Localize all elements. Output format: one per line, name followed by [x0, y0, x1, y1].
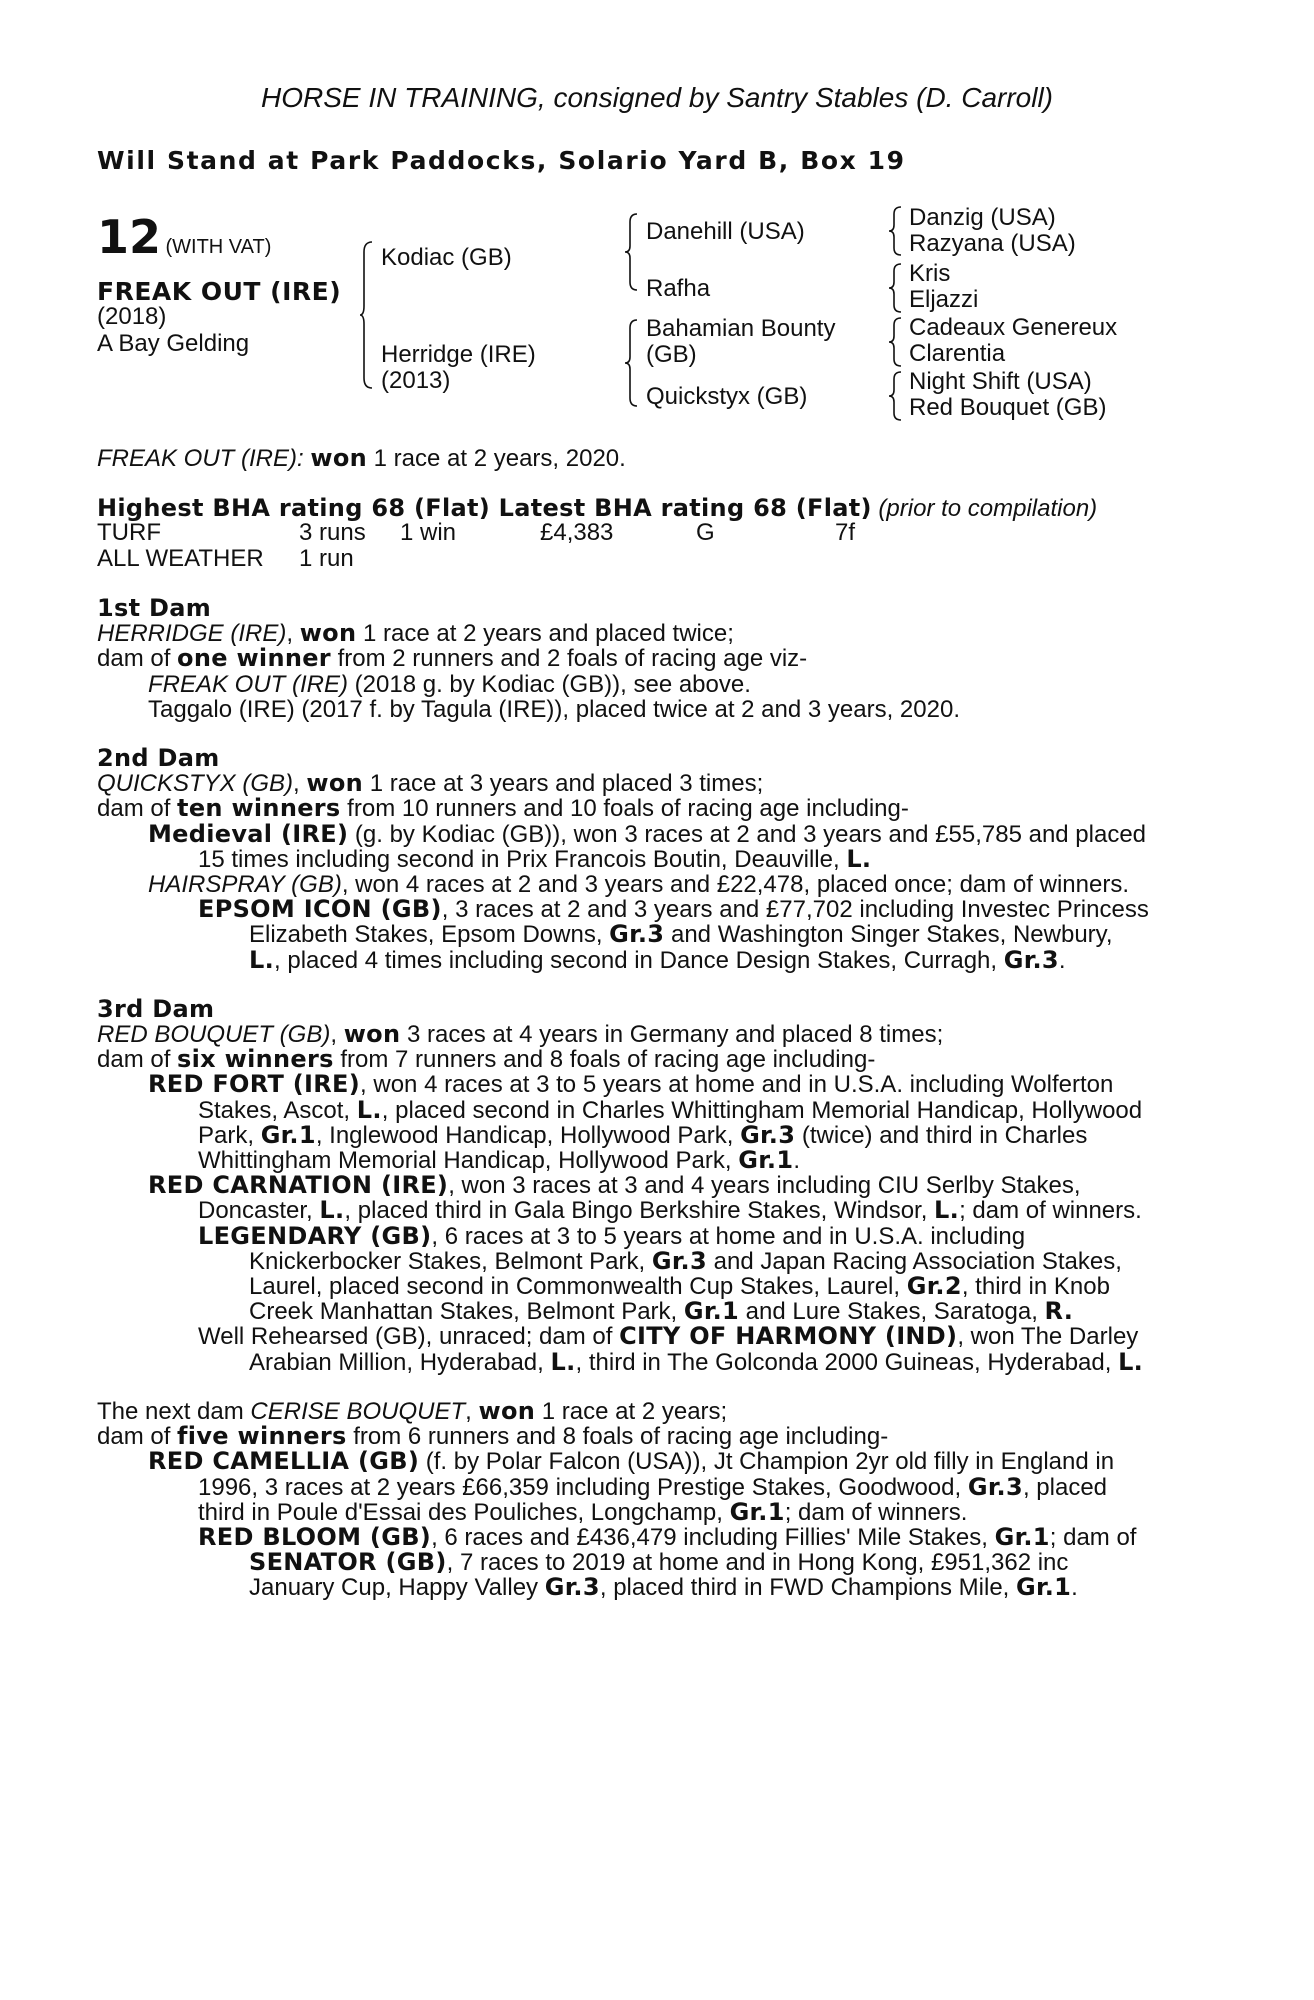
pedigree-dam-sire: Bahamian Bounty — [646, 315, 836, 342]
rating-latest: Latest BHA rating 68 (Flat) — [490, 494, 872, 522]
dam3-text: 3 races at 4 years in Germany and placed 8 times; — [400, 1021, 944, 1049]
dam2-won: won — [306, 769, 364, 798]
dam1-winners: one winner — [177, 644, 331, 673]
next-dam-line — [97, 1396, 1197, 1425]
next-dam-grade: Gr.1 — [729, 1497, 785, 1526]
next-dam-grade: Gr.1 — [994, 1522, 1050, 1551]
pedigree-sire: Kodiac (GB) — [381, 244, 512, 271]
dam2-line — [97, 796, 1197, 821]
dam3-grade: Gr.3 — [740, 1120, 796, 1149]
next-dam-produce-name: RED BLOOM (GB) — [198, 1522, 432, 1551]
dam3-text: , won The Darley — [957, 1323, 1139, 1351]
page-title: HORSE IN TRAINING, consigned by Santry Stables (D. Carroll) — [260, 82, 1053, 113]
dam2-line — [97, 819, 1197, 848]
dam1-text: 1 race at 2 years and placed twice; — [356, 620, 734, 648]
dam3-line — [97, 1198, 1197, 1223]
dam3-text: , placed third in Gala Bingo Berkshire Stakes, Windsor, — [344, 1197, 935, 1225]
next-dam-text: , 7 races to 2019 at home and in Hong Kong, £951,362 inc — [446, 1549, 1069, 1577]
pedigree-dam-dam: Quickstyx (GB) — [646, 383, 808, 410]
dam2-line — [97, 844, 1197, 873]
dam3-text: from 7 runners and 8 foals of racing age including- — [333, 1046, 876, 1074]
horse-name: FREAK OUT (IRE) — [97, 277, 342, 306]
dam2-grade: L. — [249, 945, 275, 974]
dam2-grade: Gr.3 — [609, 920, 665, 949]
lot-number: 12 — [97, 210, 162, 264]
next-dam-name: CERISE BOUQUET — [250, 1397, 466, 1425]
next-dam-line — [97, 1497, 1197, 1526]
pedigree-brace-dd — [889, 370, 903, 422]
pedigree-gen3-4: Eljazzi — [909, 286, 979, 313]
pedigree-brace-gen1 — [360, 240, 374, 390]
next-dam-grade: Gr.1 — [1016, 1573, 1072, 1602]
dam3-text: and Lure Stakes, Saratoga, — [739, 1298, 1045, 1326]
dam2-text: Elizabeth Stakes, Epsom Downs, — [249, 921, 610, 949]
dam3-line — [97, 1173, 1197, 1198]
pedigree-gen3-3: Kris — [909, 260, 951, 287]
pedigree-gen3-2: Razyana (USA) — [909, 230, 1076, 257]
dam3-grade: Gr.1 — [260, 1120, 316, 1149]
dam3-line — [97, 1095, 1197, 1124]
dam2-name: QUICKSTYX (GB) — [97, 770, 294, 798]
dam-sections — [97, 596, 1197, 1601]
dam3-text: ; dam of winners. — [959, 1197, 1142, 1225]
next-dam-line — [97, 1575, 1197, 1600]
pedigree-sire-dam: Rafha — [646, 275, 711, 302]
aw-label: ALL WEATHER — [97, 545, 264, 572]
dam3-line — [97, 1246, 1197, 1275]
dam3-line — [97, 1148, 1197, 1173]
lot-vat: (WITH VAT) — [165, 236, 272, 258]
dam3-line — [97, 1221, 1197, 1250]
dam3-text: Doncaster, — [198, 1197, 320, 1225]
dam3-text: , placed second in Charles Whittingham Memorial Handicap, Hollywood — [381, 1096, 1143, 1124]
dam2-line — [97, 897, 1197, 922]
race-record — [97, 444, 626, 473]
pedigree-gen3-1: Danzig (USA) — [909, 204, 1056, 231]
lot-number-block — [97, 210, 271, 264]
horse-description: A Bay Gelding — [97, 330, 250, 357]
dam3-grade: L. — [934, 1196, 960, 1225]
dam3-line — [97, 1347, 1197, 1376]
turf-prize: £4,383 — [540, 519, 614, 546]
dam3-line — [97, 1299, 1197, 1324]
pedigree-sire-sire: Danehill (USA) — [646, 218, 805, 245]
dam3-heading: 3rd Dam — [97, 994, 215, 1023]
location-line: Will Stand at Park Paddocks, Solario Yard B, Box 19 — [97, 146, 906, 175]
dam2-text: , 3 races at 2 and 3 years and £77,702 including Investec Princess — [441, 896, 1149, 924]
dam3-sep: , — [330, 1021, 344, 1049]
pedigree-dam: Herridge (IRE) — [381, 341, 536, 368]
pedigree-brace-sd — [889, 262, 903, 314]
dam3-produce-name: LEGENDARY (GB) — [198, 1221, 432, 1250]
dam3-text: , third in The Golconda 2000 Guineas, Hyderabad, — [575, 1348, 1119, 1376]
dam1-produce-name: FREAK OUT (IRE) — [148, 670, 349, 698]
dam3-text: , won 3 races at 3 and 4 years including CIU Serlby Stakes, — [448, 1172, 1081, 1200]
next-dam-text: , placed — [1022, 1473, 1108, 1501]
dam2-text: 1 race at 3 years and placed 3 times; — [363, 770, 764, 798]
turf-going: G — [696, 519, 715, 546]
turf-label: TURF — [97, 519, 161, 546]
dam2-text: and Washington Singer Stakes, Newbury, — [664, 921, 1113, 949]
dam3-grade: Gr.3 — [651, 1246, 707, 1275]
dam3-text: , 6 races at 3 to 5 years at home and in U.S.A. including — [431, 1222, 1026, 1250]
dam3-line — [97, 1072, 1197, 1097]
pedigree-brace-ds — [889, 316, 903, 368]
pedigree-brace-dam — [625, 318, 639, 408]
dam3-grade: L. — [319, 1196, 345, 1225]
horse-year: (2018) — [97, 303, 167, 330]
dam3-grade: L. — [550, 1347, 576, 1376]
dam2-line — [97, 771, 1197, 796]
next-dam-line — [97, 1424, 1197, 1449]
dam3-grade: L. — [356, 1095, 382, 1124]
pedigree-gen3-6: Clarentia — [909, 340, 1006, 367]
dam2-produce-name: EPSOM ICON (GB) — [198, 895, 442, 924]
next-dam-text: third in Poule d'Essai des Pouliches, Longchamp, — [198, 1498, 730, 1526]
next-dam-text: ; dam of winners. — [784, 1498, 968, 1526]
dam3-text: Knickerbocker Stakes, Belmont Park, — [249, 1247, 652, 1275]
aw-runs: 1 run — [299, 545, 354, 572]
dam1-name: HERRIDGE (IRE) — [97, 620, 287, 648]
dam1-sep: , — [286, 620, 300, 648]
next-dam-text: , placed third in FWD Champions Mile, — [599, 1574, 1017, 1602]
dam2-heading: 2nd Dam — [97, 744, 220, 773]
dam3-text: , Inglewood Handicap, Hollywood Park, — [315, 1121, 741, 1149]
next-dam-text: from 6 runners and 8 foals of racing age including- — [346, 1423, 889, 1451]
dam3-grade: Gr.1 — [683, 1297, 740, 1326]
turf-wins: 1 win — [400, 519, 457, 546]
dam1-heading: 1st Dam — [97, 594, 212, 622]
dam3-text: Laurel, placed second in Commonwealth Cup Stakes, Laurel, — [249, 1273, 907, 1301]
turf-distance: 7f — [835, 519, 856, 546]
dam3-text: Well Rehearsed (GB), unraced; dam of — [198, 1323, 620, 1351]
dam2-line — [97, 872, 1197, 897]
dam3-produce-name: RED FORT (IRE) — [148, 1070, 361, 1099]
pedigree-gen3-5: Cadeaux Genereux — [909, 314, 1118, 341]
turf-runs: 3 runs — [299, 519, 366, 546]
dam3-text: Park, — [198, 1121, 261, 1149]
next-dam-line — [97, 1472, 1197, 1501]
dam2-text: dam of — [97, 795, 178, 823]
pedigree-brace-ss — [889, 205, 903, 257]
dam3-won: won — [343, 1020, 401, 1049]
next-dam-text: ; dam of — [1049, 1523, 1137, 1551]
pedigree-dam-year: (2013) — [381, 367, 451, 394]
dam2-sep: , — [293, 770, 307, 798]
next-dam-text: 1996, 3 races at 2 years £66,359 including Prestige Stakes, Goodwood, — [198, 1473, 968, 1501]
dam1-line — [97, 621, 1197, 646]
dam3-text: . — [793, 1147, 801, 1175]
next-dam-text: January Cup, Happy Valley — [249, 1574, 545, 1602]
next-dam-produce-name: SENATOR (GB) — [249, 1548, 447, 1577]
rating-highest: Highest BHA rating 68 (Flat) — [97, 494, 491, 522]
dam2-text: , won 4 races at 2 and 3 years and £22,478, placed once; dam of winners. — [341, 871, 1129, 899]
dam1-line — [97, 672, 1197, 697]
dam3-text: Creek Manhattan Stakes, Belmont Park, — [249, 1298, 684, 1326]
dam1-line: Taggalo (IRE) (2017 f. by Tagula (IRE)), placed twice at 2 and 3 years, 2020. — [148, 695, 960, 723]
dam2-text: . — [1058, 946, 1066, 974]
record-text: 1 race at 2 years, 2020. — [367, 445, 626, 472]
dam3-text: (twice) and third in Charles — [795, 1121, 1088, 1149]
dam3-line — [97, 1120, 1197, 1149]
record-won: won — [310, 444, 367, 472]
dam3-grade: Gr.1 — [738, 1146, 794, 1175]
next-dam-line — [97, 1449, 1197, 1474]
pedigree-brace-sire — [625, 212, 639, 292]
next-dam-text: dam of — [97, 1423, 178, 1451]
dam2-text: from 10 runners and 10 foals of racing age including- — [340, 795, 909, 823]
dam3-grade: L. — [1118, 1347, 1144, 1376]
dam3-text: Stakes, Ascot, — [198, 1096, 357, 1124]
dam2-produce-name: HAIRSPRAY (GB) — [148, 871, 342, 899]
dam1-won: won — [299, 619, 357, 648]
next-dam-line — [97, 1550, 1197, 1575]
next-dam-text: The next dam — [97, 1397, 251, 1425]
dam3-produce-name: CITY OF HARMONY (IND) — [619, 1322, 958, 1351]
dam1-text: (2018 g. by Kodiac (GB)), see above. — [348, 670, 751, 698]
dam3-grade: R. — [1044, 1297, 1074, 1326]
next-dam-text: . — [1071, 1574, 1078, 1602]
next-dam-winners: five winners — [177, 1422, 347, 1451]
dam1-text: dam of — [97, 645, 178, 673]
dam3-line — [97, 1047, 1197, 1072]
next-dam-won: won — [478, 1396, 536, 1425]
dam2-text: (g. by Kodiac (GB)), won 3 races at 2 and 3 years and £55,785 and placed — [348, 820, 1147, 848]
pedigree-gen3-7: Night Shift (USA) — [909, 368, 1092, 395]
dam3-text: dam of — [97, 1046, 178, 1074]
next-dam-text: (f. by Polar Falcon (USA)), Jt Champion 2yr old filly in England in — [419, 1448, 1115, 1476]
dam2-grade: Gr.3 — [1003, 945, 1059, 974]
dam1-line — [97, 646, 1197, 671]
dam3-winners: six winners — [177, 1045, 334, 1074]
dam2-text: 15 times including second in Prix Francois Boutin, Deauville, — [198, 845, 847, 873]
next-dam-text: 1 race at 2 years; — [535, 1397, 728, 1425]
dam3-text: , won 4 races at 3 to 5 years at home and in U.S.A. including Wolferton — [360, 1071, 1114, 1099]
dam3-line — [97, 1324, 1197, 1349]
dam3-name: RED BOUQUET (GB) — [97, 1021, 331, 1049]
dam2-winners: ten winners — [177, 794, 341, 823]
dam2-grade: L. — [846, 844, 872, 873]
dam3-line — [97, 1022, 1197, 1047]
dam3-produce-name: RED CARNATION (IRE) — [148, 1171, 449, 1200]
dam2-line — [97, 922, 1197, 947]
dam3-line — [97, 1274, 1197, 1299]
dam3-text: Arabian Million, Hyderabad, — [249, 1348, 551, 1376]
pedigree-dam-sire-country: (GB) — [646, 341, 697, 368]
dam3-text: , third in Knob — [961, 1273, 1110, 1301]
next-dam-grade: Gr.3 — [544, 1573, 600, 1602]
next-dam-sep: , — [465, 1397, 479, 1425]
next-dam-text: , 6 races and £436,479 including Fillies' Mile Stakes, — [431, 1523, 995, 1551]
record-horse-name: FREAK OUT (IRE): — [97, 445, 304, 472]
dam2-produce-name: Medieval (IRE) — [148, 819, 349, 848]
next-dam-produce-name: RED CAMELLIA (GB) — [148, 1447, 420, 1476]
dam2-text: , placed 4 times including second in Dance Design Stakes, Curragh, — [274, 946, 1004, 974]
rating-note: (prior to compilation) — [871, 495, 1098, 522]
dam3-text: and Japan Racing Association Stakes, — [706, 1247, 1122, 1275]
dam2-line — [97, 945, 1197, 974]
dam3-grade: Gr.2 — [906, 1272, 962, 1301]
next-dam-line — [97, 1522, 1197, 1551]
dam1-text: from 2 runners and 2 foals of racing age viz- — [330, 645, 808, 673]
next-dam-grade: Gr.3 — [967, 1472, 1023, 1501]
pedigree-gen3-8: Red Bouquet (GB) — [909, 394, 1107, 421]
dam3-text: Whittingham Memorial Handicap, Hollywood Park, — [198, 1147, 739, 1175]
